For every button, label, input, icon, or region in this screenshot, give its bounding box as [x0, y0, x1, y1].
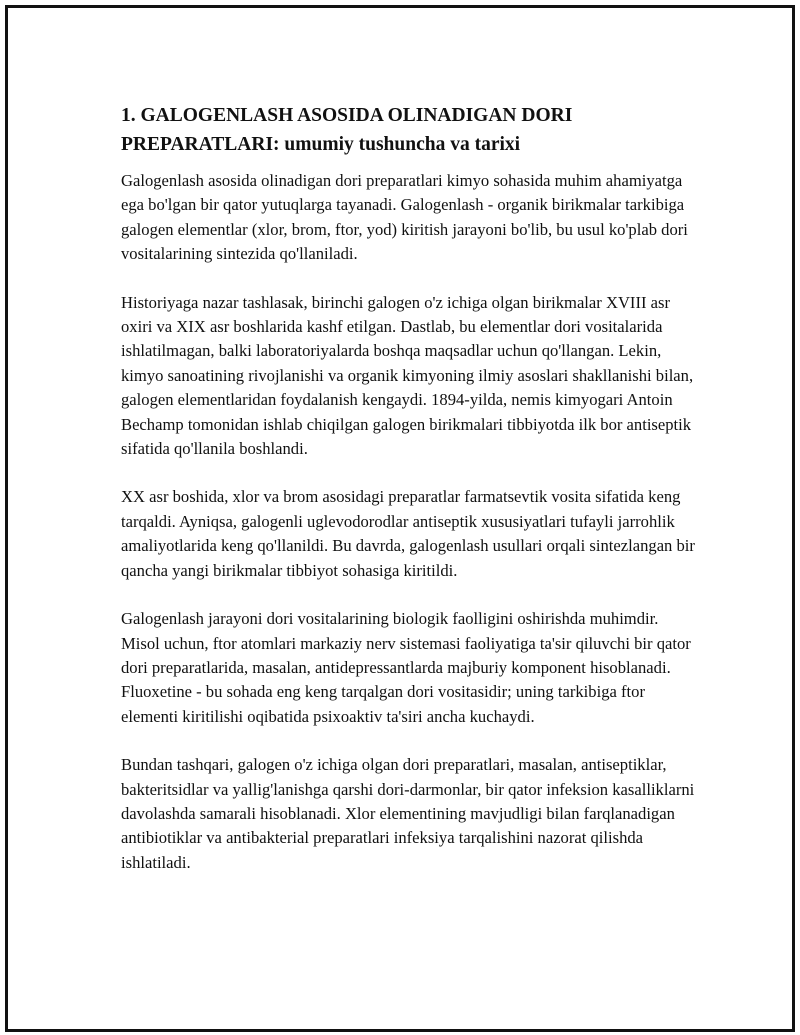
- paragraph-1: Galogenlash asosida olinadigan dori preparatlari kimyo sohasida muhim ahamiyatga ega bo'lgan bir qator yutuqlarga tayanadi. Galogenlash - organik birikmalar tarkibiga galogen elementlar (xlor, brom, ftor, yod) kiritish jarayoni bo'lib, bu usul ko'plab dori vositalarining sintezida qo'llaniladi.: [121, 171, 688, 264]
- paragraph-5: Bundan tashqari, galogen o'z ichiga olgan dori preparatlari, masalan, antiseptiklar, bakteritsidlar va yallig'lanishga qarshi dori-darmonlar, bir qator infeksion kasalliklarni davolashda samarali hisoblanadi. Xlor elementining mavjudligi bilan farqlanadigan antibiotiklar va antibakterial preparatlari infeksiya tarqalishini nazorat qilishda ishlatiladi.: [121, 755, 695, 872]
- paragraph-4: Galogenlash jarayoni dori vositalarining biologik faolligini oshirishda muhimdir. Misol uchun, ftor atomlari markaziy nerv sistemasi faoliyatiga ta'sir qiluvchi bir qator dori preparatlarida, masalan, antidepressantlarda majburiy komponent hisoblanadi. Fluoxetine - bu sohada eng keng tarqalgan dori vositasidir; uning tarkibiga ftor elementi kiritilishi oqibatida psixoaktiv ta'siri ancha kuchaydi.: [121, 609, 691, 726]
- paragraph-2: Historiyaga nazar tashlasak, birinchi galogen o'z ichiga olgan birikmalar XVIII asr oxiri va XIX asr boshlarida kashf etilgan. Dastlab, bu elementlar dori vositalarida ishlatilmagan, balki laboratoriyalarda boshqa maqsadlar uchun qo'llangan. Lekin, kimyo sanoatining rivojlanishi va organik kimyoning ilmiy asoslari shakllanishi bilan, galogen elementlaridan foydalanish kengaydi. 1894-yilda, nemis kimyogari Antoin Bechamp tomonidan ishlab chiqilgan galogen birikmalari tibbiyotda ilk bor antiseptik sifatida qo'llanila boshlandi.: [121, 292, 694, 459]
- paragraph-3: XX asr boshida, xlor va brom asosidagi preparatlar farmatsevtik vosita sifatida keng tarqaldi. Ayniqsa, galogenli uglevodorodlar antiseptik xususiyatlari tufayli jarrohlik amaliyotlarida keng qo'llanildi. Bu davrda, galogenlash usullari orqali sintezlangan bir qancha yangi birikmalar tibbiyot sohasiga kiritildi.: [121, 487, 695, 580]
- document-body: [121, 101, 696, 899]
- page-frame: [5, 5, 795, 1032]
- section-title: 1. GALOGENLASH ASOSIDA OLINADIGAN DORI PREPARATLARI: umumiy tushuncha va tarixi: [121, 105, 573, 155]
